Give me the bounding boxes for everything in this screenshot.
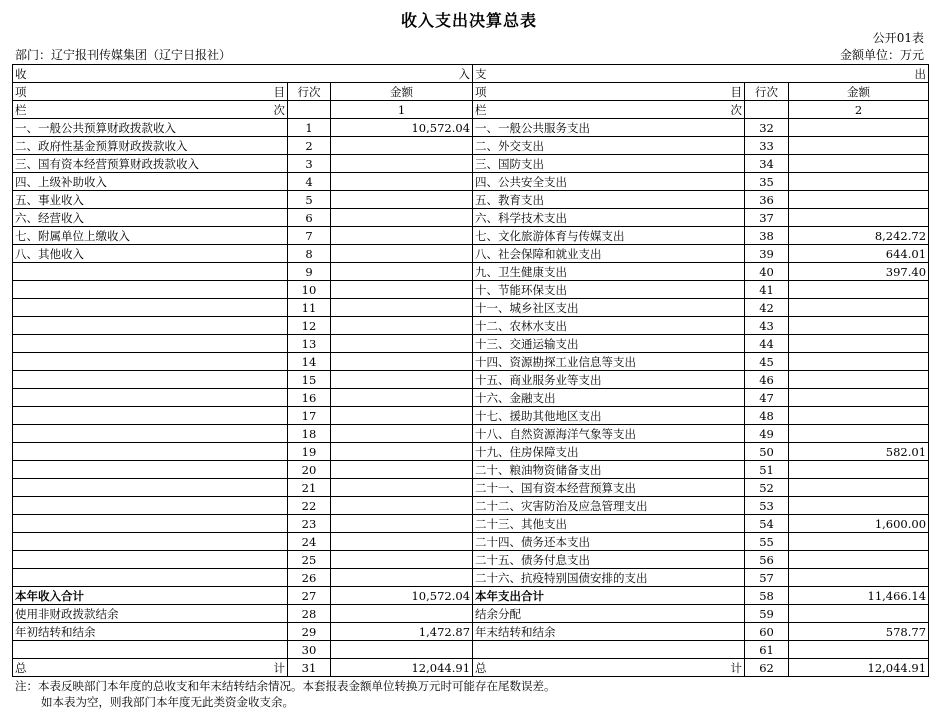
expense-item: 一、一般公共服务支出 <box>473 119 745 137</box>
item-header-end: 目 <box>273 84 285 99</box>
income-amount <box>331 515 473 533</box>
income-item: 五、事业收入 <box>13 191 288 209</box>
expense-row-number: 61 <box>745 641 789 659</box>
expense-row-number: 48 <box>745 407 789 425</box>
expense-amount <box>789 209 929 227</box>
expense-item: 十三、交通运输支出 <box>473 335 745 353</box>
income-item <box>13 443 288 461</box>
expense-row-number: 45 <box>745 353 789 371</box>
table-row <box>13 533 929 551</box>
income-item <box>13 281 288 299</box>
expense-row-number: 56 <box>745 551 789 569</box>
income-row-number: 30 <box>288 641 331 659</box>
report-title: 收入支出决算总表 <box>400 11 537 30</box>
expense-row-number: 34 <box>745 155 789 173</box>
income-item <box>13 371 288 389</box>
income-item: 四、上级补助收入 <box>13 173 288 191</box>
expense-row-number: 52 <box>745 479 789 497</box>
income-amount <box>331 353 473 371</box>
income-amount <box>331 191 473 209</box>
expense-item: 二十二、灾害防治及应急管理支出 <box>473 497 745 515</box>
income-amount <box>331 551 473 569</box>
income-amount <box>331 371 473 389</box>
income-amount <box>331 641 473 659</box>
expense-row-number: 44 <box>745 335 789 353</box>
income-amount <box>331 605 473 623</box>
expense-row-number: 42 <box>745 299 789 317</box>
expense-amount <box>789 335 929 353</box>
income-item <box>13 497 288 515</box>
table-row <box>13 173 929 191</box>
income-item <box>13 299 288 317</box>
department-label: 部门：辽宁报刊传媒集团（辽宁日报社） <box>15 48 232 62</box>
form-number: 公开01表 <box>872 31 924 45</box>
expense-row-number: 46 <box>745 371 789 389</box>
header-row-columns <box>13 83 929 101</box>
column-label-end: 次 <box>273 102 285 117</box>
expense-item: 十九、住房保障支出 <box>473 443 745 461</box>
income-item: 六、经营收入 <box>13 209 288 227</box>
income-row-number: 24 <box>288 533 331 551</box>
amount-header: 金额 <box>789 83 929 101</box>
expense-row-number: 43 <box>745 317 789 335</box>
table-row <box>13 641 929 659</box>
expense-item: 二十六、抗疫特别国债安排的支出 <box>473 569 745 587</box>
income-row-number: 8 <box>288 245 331 263</box>
footnote-2: 如本表为空，则我部门本年度无此类资金收支余。 <box>41 695 294 709</box>
income-row-number: 22 <box>288 497 331 515</box>
income-amount <box>331 317 473 335</box>
income-row-number: 23 <box>288 515 331 533</box>
expense-item: 七、文化旅游体育与传媒支出 <box>473 227 745 245</box>
expense-amount <box>789 641 929 659</box>
income-row-number: 15 <box>288 371 331 389</box>
income-item: 三、国有资本经营预算财政拨款收入 <box>13 155 288 173</box>
expense-row-number: 59 <box>745 605 789 623</box>
table-row <box>13 425 929 443</box>
income-amount <box>331 389 473 407</box>
income-amount <box>331 281 473 299</box>
expense-amount <box>789 353 929 371</box>
expense-amount <box>789 569 929 587</box>
expense-amount <box>789 155 929 173</box>
income-amount <box>331 137 473 155</box>
expense-amount <box>789 425 929 443</box>
income-row-number: 4 <box>288 173 331 191</box>
table-row <box>13 299 929 317</box>
expense-row-number: 35 <box>745 173 789 191</box>
expense-row-number: 55 <box>745 533 789 551</box>
income-amount <box>331 479 473 497</box>
expense-section-label-end: 出 <box>914 66 927 81</box>
table-row <box>13 569 929 587</box>
income-amount <box>331 335 473 353</box>
expense-row-number: 49 <box>745 425 789 443</box>
income-item <box>13 551 288 569</box>
expense-row-number: 57 <box>745 569 789 587</box>
income-item <box>13 407 288 425</box>
table-row <box>13 281 929 299</box>
income-amount <box>331 461 473 479</box>
income-row-number: 31 <box>288 659 331 677</box>
income-row-number: 6 <box>288 209 331 227</box>
expense-item: 十一、城乡社区支出 <box>473 299 745 317</box>
expense-item: 十六、金融支出 <box>473 389 745 407</box>
income-amount <box>331 209 473 227</box>
income-item <box>13 353 288 371</box>
table-row <box>13 605 929 623</box>
expense-amount <box>789 299 929 317</box>
table-row <box>13 389 929 407</box>
table-row <box>13 245 929 263</box>
income-row-number: 11 <box>288 299 331 317</box>
table-row <box>13 515 929 533</box>
income-item <box>13 263 288 281</box>
income-row-number: 13 <box>288 335 331 353</box>
table-row <box>13 461 929 479</box>
income-item <box>13 641 288 659</box>
income-row-number: 27 <box>288 587 331 605</box>
expense-item: 二十四、债务还本支出 <box>473 533 745 551</box>
expense-item: 八、社会保障和就业支出 <box>473 245 745 263</box>
expense-amount <box>789 551 929 569</box>
expense-row-number: 47 <box>745 389 789 407</box>
income-row-number: 3 <box>288 155 331 173</box>
table-row <box>13 227 929 245</box>
expense-amount: 578.77 <box>789 623 929 641</box>
year-total-row <box>13 587 929 605</box>
income-row-number: 16 <box>288 389 331 407</box>
grand-total-label: 总 <box>475 660 487 675</box>
expense-item: 六、科学技术支出 <box>473 209 745 227</box>
table-row <box>13 479 929 497</box>
income-amount <box>331 245 473 263</box>
expense-amount <box>789 389 929 407</box>
expense-row-number: 53 <box>745 497 789 515</box>
expense-item: 四、公共安全支出 <box>473 173 745 191</box>
expense-amount: 644.01 <box>789 245 929 263</box>
income-amount <box>331 425 473 443</box>
income-row-number: 17 <box>288 407 331 425</box>
expense-amount <box>789 461 929 479</box>
expense-item: 十二、农林水支出 <box>473 317 745 335</box>
income-item: 二、政府性基金预算财政拨款收入 <box>13 137 288 155</box>
income-item <box>13 317 288 335</box>
header-row-section <box>13 65 929 83</box>
income-amount <box>331 443 473 461</box>
table-row <box>13 137 929 155</box>
income-grand-total-amount: 12,044.91 <box>331 659 473 677</box>
income-row-number: 18 <box>288 425 331 443</box>
income-item <box>13 461 288 479</box>
income-row-number: 29 <box>288 623 331 641</box>
table-row <box>13 353 929 371</box>
expense-row-number: 62 <box>745 659 789 677</box>
expense-amount <box>789 407 929 425</box>
expense-item: 本年支出合计 <box>473 587 745 605</box>
expense-row-number: 51 <box>745 461 789 479</box>
income-row-number: 2 <box>288 137 331 155</box>
income-item: 本年收入合计 <box>13 587 288 605</box>
income-amount <box>331 173 473 191</box>
expense-row-number: 54 <box>745 515 789 533</box>
table-row <box>13 407 929 425</box>
table-row <box>13 443 929 461</box>
table-row <box>13 191 929 209</box>
table-row <box>13 263 929 281</box>
income-amount <box>331 263 473 281</box>
table-row <box>13 317 929 335</box>
column-label-end: 次 <box>730 102 743 117</box>
column-label: 栏 <box>475 102 487 117</box>
income-amount <box>331 533 473 551</box>
item-header: 项 <box>15 84 27 99</box>
income-amount <box>331 407 473 425</box>
item-header: 项 <box>475 84 487 99</box>
expense-amount <box>789 533 929 551</box>
income-amount <box>331 497 473 515</box>
expense-amount-col-number: 2 <box>789 101 929 119</box>
expense-row-number: 41 <box>745 281 789 299</box>
income-row-number: 25 <box>288 551 331 569</box>
income-amount: 10,572.04 <box>331 587 473 605</box>
income-item: 年初结转和结余 <box>13 623 288 641</box>
expense-item: 二十一、国有资本经营预算支出 <box>473 479 745 497</box>
income-row-number: 12 <box>288 317 331 335</box>
table-row <box>13 551 929 569</box>
income-section-label-end: 入 <box>458 66 471 81</box>
income-row-number: 20 <box>288 461 331 479</box>
expense-section-label: 支 <box>475 66 487 81</box>
expense-item: 五、教育支出 <box>473 191 745 209</box>
expense-row-number: 60 <box>745 623 789 641</box>
expense-row-number: 32 <box>745 119 789 137</box>
expense-amount: 397.40 <box>789 263 929 281</box>
income-section-label: 收 <box>15 66 27 81</box>
expense-amount: 11,466.14 <box>789 587 929 605</box>
table-row <box>13 335 929 353</box>
income-amount: 1,472.87 <box>331 623 473 641</box>
expense-row-number: 36 <box>745 191 789 209</box>
expense-item <box>473 641 745 659</box>
table-row <box>13 371 929 389</box>
amount-header: 金额 <box>331 83 473 101</box>
income-amount <box>331 299 473 317</box>
income-expense-table <box>12 64 929 677</box>
expense-amount <box>789 137 929 155</box>
column-label: 栏 <box>15 102 27 117</box>
income-row-number: 21 <box>288 479 331 497</box>
income-item <box>13 335 288 353</box>
income-amount <box>331 569 473 587</box>
expense-amount: 8,242.72 <box>789 227 929 245</box>
table-row <box>13 497 929 515</box>
expense-item: 十、节能环保支出 <box>473 281 745 299</box>
income-row-number: 1 <box>288 119 331 137</box>
income-amount <box>331 227 473 245</box>
expense-item: 十五、商业服务业等支出 <box>473 371 745 389</box>
income-grand-total-label <box>13 659 288 677</box>
expense-item: 二、外交支出 <box>473 137 745 155</box>
table-row <box>13 155 929 173</box>
expense-item: 二十、粮油物资储备支出 <box>473 461 745 479</box>
income-row-number: 19 <box>288 443 331 461</box>
expense-row-number: 40 <box>745 263 789 281</box>
income-item <box>13 569 288 587</box>
income-amount: 10,572.04 <box>331 119 473 137</box>
income-row-number: 28 <box>288 605 331 623</box>
expense-grand-total-amount: 12,044.91 <box>789 659 929 677</box>
header-row-column-numbers <box>13 101 929 119</box>
expense-grand-total-label <box>473 659 745 677</box>
income-item <box>13 425 288 443</box>
income-item <box>13 515 288 533</box>
income-item <box>13 533 288 551</box>
income-amount <box>331 155 473 173</box>
grand-total-label-end: 计 <box>273 660 285 675</box>
row-no-header: 行次 <box>745 83 789 101</box>
income-item: 七、附属单位上缴收入 <box>13 227 288 245</box>
expense-amount <box>789 479 929 497</box>
amount-unit-label: 金额单位：万元 <box>839 48 924 62</box>
expense-amount <box>789 281 929 299</box>
table-row <box>13 119 929 137</box>
income-row-number: 9 <box>288 263 331 281</box>
expense-item: 十七、援助其他地区支出 <box>473 407 745 425</box>
income-row-number: 26 <box>288 569 331 587</box>
expense-row-number: 50 <box>745 443 789 461</box>
expense-amount <box>789 119 929 137</box>
income-item <box>13 389 288 407</box>
expense-row-number: 39 <box>745 245 789 263</box>
expense-row-number: 58 <box>745 587 789 605</box>
expense-amount: 1,600.00 <box>789 515 929 533</box>
expense-item: 年末结转和结余 <box>473 623 745 641</box>
expense-amount <box>789 317 929 335</box>
expense-item: 十四、资源勘探工业信息等支出 <box>473 353 745 371</box>
expense-item: 九、卫生健康支出 <box>473 263 745 281</box>
income-row-number: 5 <box>288 191 331 209</box>
expense-amount <box>789 371 929 389</box>
income-item: 使用非财政拨款结余 <box>13 605 288 623</box>
income-item: 一、一般公共预算财政拨款收入 <box>13 119 288 137</box>
expense-row-number: 37 <box>745 209 789 227</box>
grand-total-label-end: 计 <box>730 660 743 675</box>
expense-item: 十八、自然资源海洋气象等支出 <box>473 425 745 443</box>
income-row-number: 14 <box>288 353 331 371</box>
income-row-number: 7 <box>288 227 331 245</box>
income-item <box>13 479 288 497</box>
income-item: 八、其他收入 <box>13 245 288 263</box>
table-row <box>13 623 929 641</box>
expense-amount <box>789 605 929 623</box>
expense-item: 三、国防支出 <box>473 155 745 173</box>
expense-item: 结余分配 <box>473 605 745 623</box>
expense-row-number: 33 <box>745 137 789 155</box>
row-no-header: 行次 <box>288 83 331 101</box>
grand-total-label: 总 <box>15 660 27 675</box>
expense-row-number: 38 <box>745 227 789 245</box>
expense-item: 二十三、其他支出 <box>473 515 745 533</box>
expense-amount <box>789 173 929 191</box>
footnote-1: 注：本表反映部门本年度的总收支和年末结转结余情况。本套报表金额单位转换万元时可能存在尾数误差。 <box>15 679 556 693</box>
expense-item: 二十五、债务付息支出 <box>473 551 745 569</box>
expense-amount: 582.01 <box>789 443 929 461</box>
income-row-number: 10 <box>288 281 331 299</box>
item-header-end: 目 <box>730 84 743 99</box>
expense-amount <box>789 497 929 515</box>
expense-amount <box>789 191 929 209</box>
income-amount-col-number: 1 <box>331 101 473 119</box>
table-row <box>13 209 929 227</box>
grand-total-row <box>13 659 929 677</box>
